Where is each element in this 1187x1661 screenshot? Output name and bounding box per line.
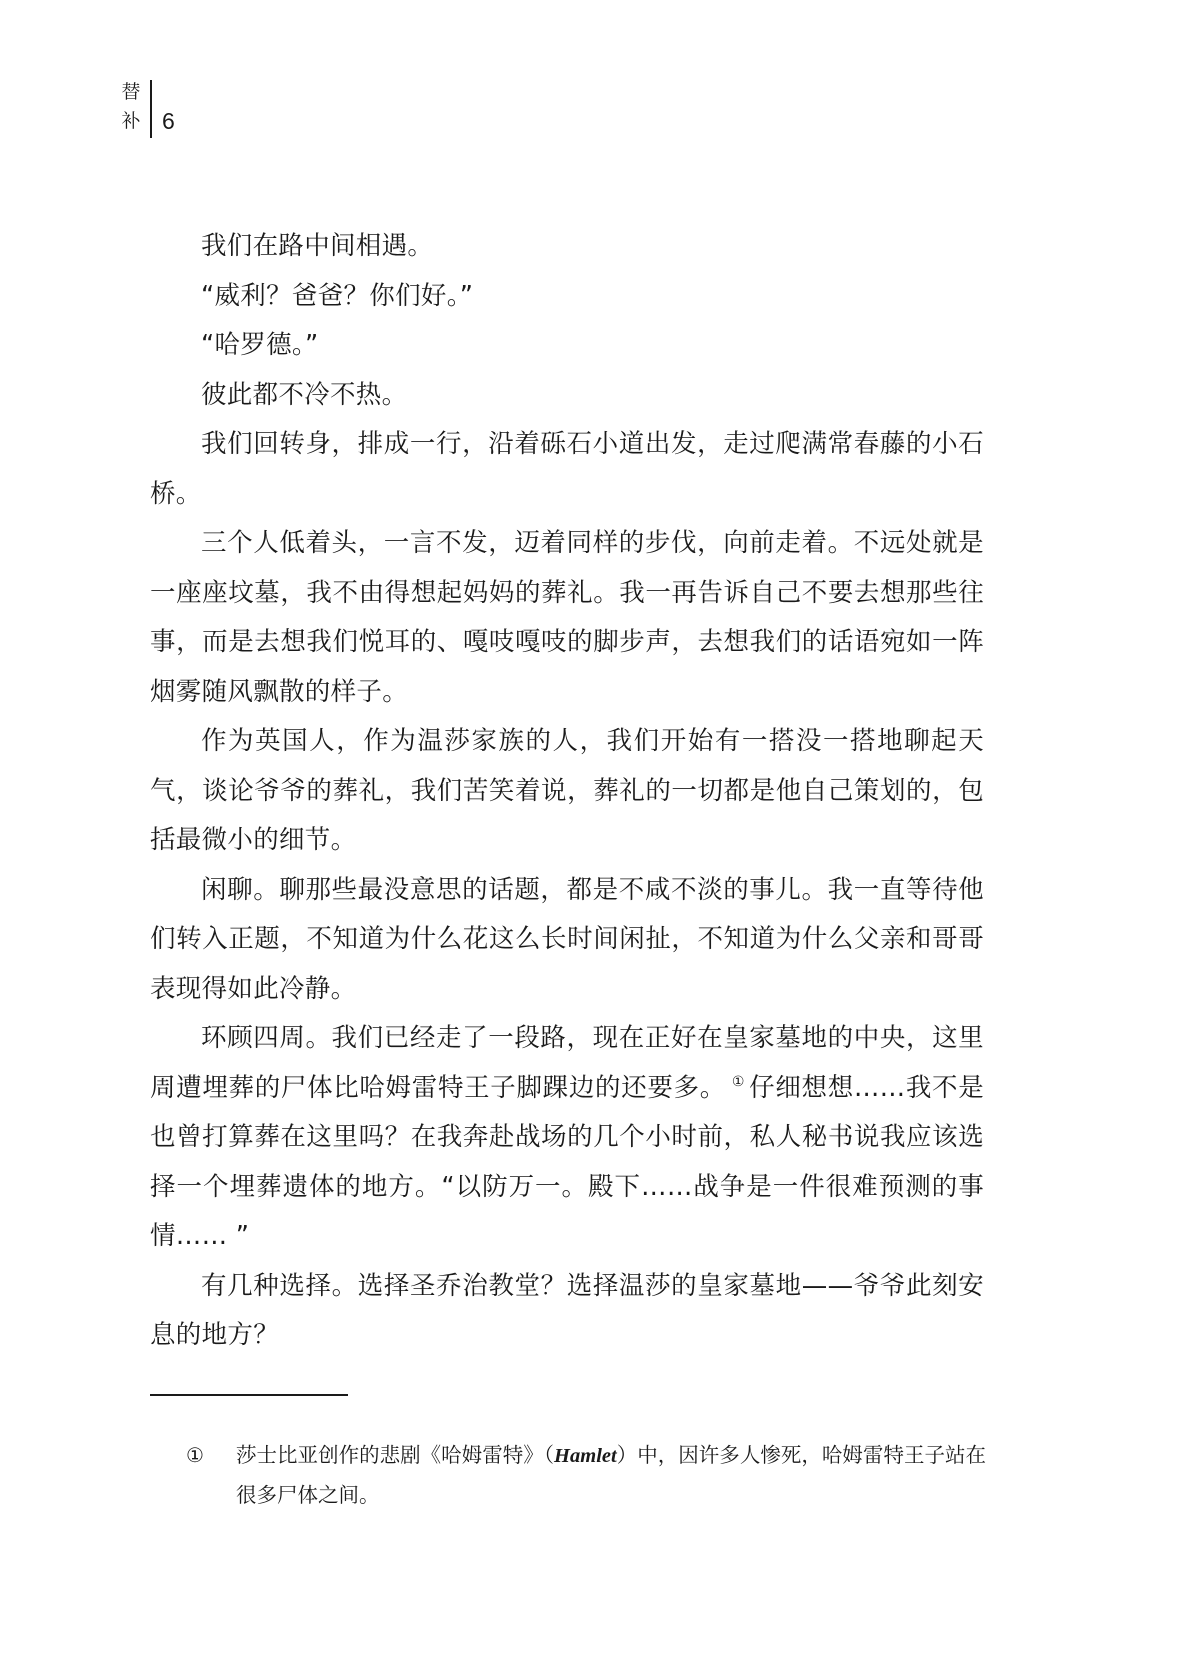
book-title: 替补 [121,81,141,132]
paragraph: “威利？爸爸？你们好。” [201,280,474,311]
footnote-divider [150,1394,348,1396]
paragraph-with-note [150,1014,984,1262]
paragraph-text: 仔细想想……我不是也曾打算葬在这里吗？在我奔赴战场的几个小时前，私人秘书说我应该选择一个埋葬遗体的地方。“以防万一。殿下……战争是一件很难预测的事情…… ” [150,1072,985,1251]
paragraph-text: 环顾四周。我们已经走了一段路，现在正好在皇家墓地的中央，这里周遭埋葬的尸体比哈姆雷特王子脚踝边的还要多。 [150,1023,984,1103]
paragraph: 我们回转身，排成一行，沿着砾石小道出发，走过爬满常春藤的小石桥。 [150,429,984,509]
header-divider [150,80,152,138]
footnote-text-part: 莎士比亚创作的悲剧《哈姆雷特》（ [236,1443,555,1467]
paragraph: 彼此都不冷不热。 [201,379,408,410]
footnote-reference[interactable]: ① [731,1074,746,1090]
body-text [150,222,984,1361]
footnote-marker: ① [186,1443,204,1467]
footnote [186,1436,986,1515]
paragraph: 作为英国人，作为温莎家族的人，我们开始有一搭没一搭地聊起天气，谈论爷爷的葬礼，我们苦笑着说，葬礼的一切都是他自己策划的，包括最微小的细节。 [150,726,984,855]
paragraph: 三个人低着头，一言不发，迈着同样的步伐，向前走着。不远处就是一座座坟墓，我不由得想起妈妈的葬礼。我一再告诉自己不要去想那些往事，而是去想我们悦耳的、嘎吱嘎吱的脚步声，去想我们的话语宛如一阵烟雾随风飘散的样子。 [150,528,984,707]
paragraph: 有几种选择。选择圣乔治教堂？选择温莎的皇家墓地——爷爷此刻安息的地方？ [150,1270,984,1350]
footnote-english-title: Hamlet [554,1445,617,1467]
paragraph: 我们在路中间相遇。 [201,231,434,261]
footnote-text [236,1436,986,1515]
paragraph: “哈罗德。” [201,330,319,360]
paragraph: 闲聊。聊那些最没意思的话题，都是不咸不淡的事儿。我一直等待他们转入正题，不知道为什么花这么长时间闲扯，不知道为什么父亲和哥哥表现得如此冷静。 [150,874,984,1004]
page-number: 6 [162,108,175,134]
footnote-text-part: ）中，因许多人惨死，哈姆雷特王子站在很多尸体之间。 [236,1443,987,1507]
